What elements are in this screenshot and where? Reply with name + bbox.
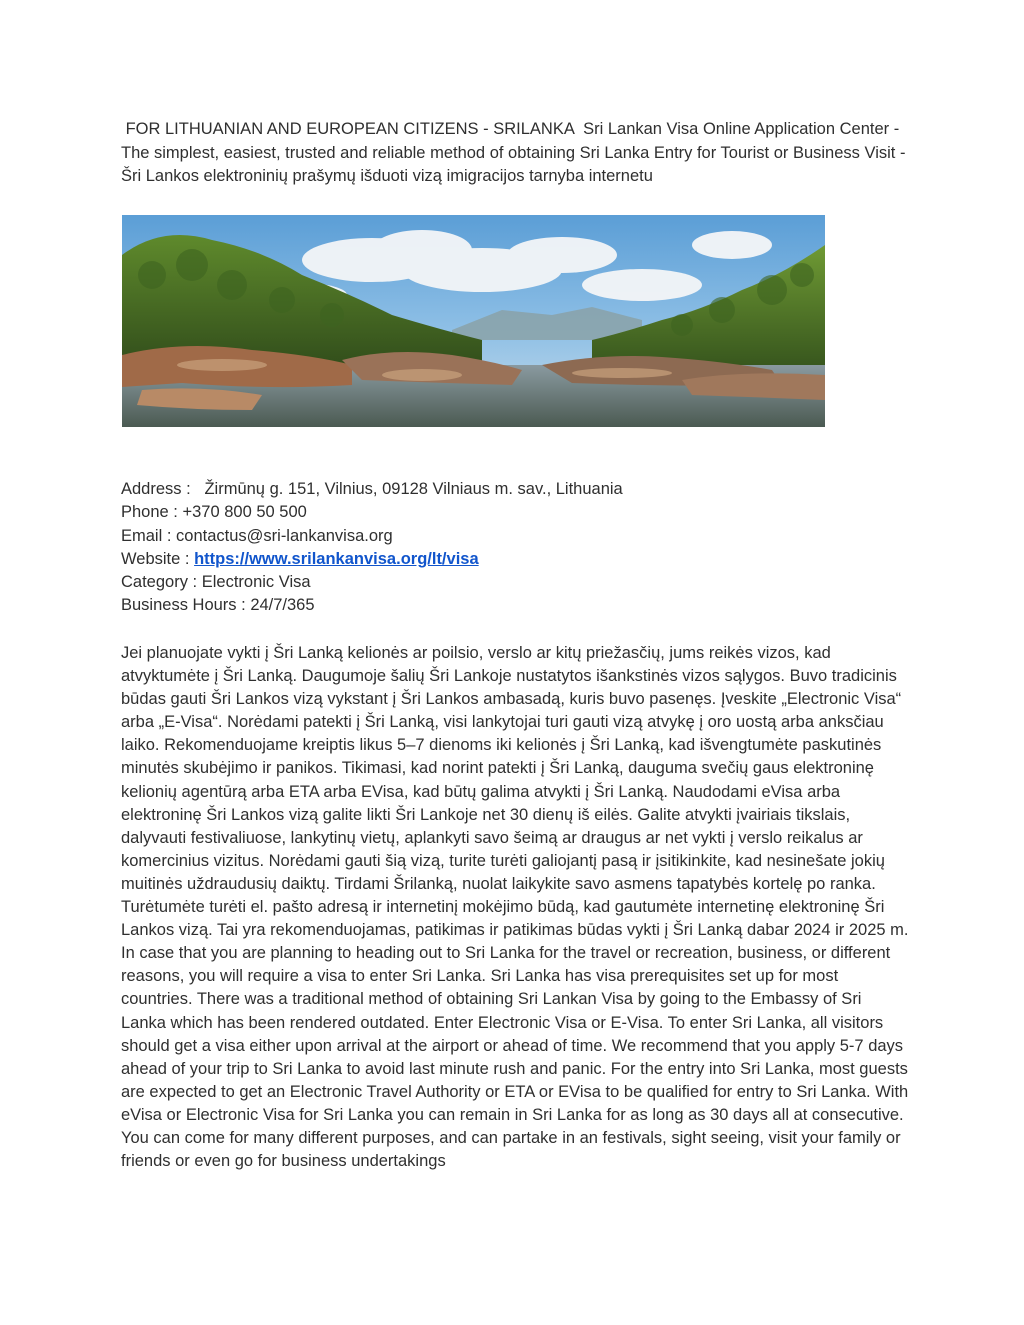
category-row bbox=[121, 571, 623, 594]
document-page bbox=[121, 118, 911, 1171]
website-label: Website : bbox=[121, 549, 190, 568]
email-label: Email : bbox=[121, 526, 172, 545]
website-row bbox=[121, 548, 623, 571]
river-landscape-image bbox=[122, 215, 825, 427]
phone-row bbox=[121, 501, 623, 524]
contact-details bbox=[121, 478, 623, 618]
address-value: Žirmūnų g. 151, Vilnius, 09128 Vilniaus m. sav., Lithuania bbox=[204, 480, 623, 498]
address-row bbox=[121, 478, 623, 501]
email-value: contactus@sri-lankanvisa.org bbox=[176, 526, 393, 545]
body-paragraph: Jei planuojate vykti į Šri Lanką kelionės ar poilsio, verslo ar kitų priežasčių, jums reikės vizos, kad atvyktumėte į Šri Lanką. Daugumoje šalių Šri Lankoje nustatytos išankstinės vizos sąlygos. Buvo tradicinis būdas gauti Šri Lankos vizą vykstant į Šri Lankos ambasadą, kuris buvo pasenęs. Įveskite „Electronic Visa“ arba „E-Visa“. Norėdami patekti į Šri Lanką, visi lankytojai turi gauti vizą atvykę į oro uostą arba anksčiau laiko. Rekomenduojame kreiptis likus 5–7 dienoms iki kelionės į Šri Lanką, kad išvengtumėte paskutinės minutės skubėjimo ir panikos. Tikimasi, kad norint patekti į Šri Lanką, dauguma svečių gaus elektroninę kelionių agentūrą arba ETA arba EVisa, kad būtų galima atvykti į Šri Lanką. Naudodami eVisa arba elektroninę Šri Lankos vizą galite likti Šri Lankoje net 30 dienų iš eilės. Galite atvykti įvairiais tikslais, dalyvauti festivaliuose, lankytinų vietų, aplankyti savo šeimą ar draugus ar net vykti į verslo reikalus ar komercinius vizitus. Norėdami gauti šią vizą, turite turėti galiojantį pasą ir įsitikinkite, kad nesinešate jokių muitinės uždraudusių daiktų. Tirdami Šrilanką, nuolat laikykite savo asmens tapatybės kortelę po ranka. Turėtumėte turėti el. pašto adresą ir internetinį mokėjimo būdą, kad gautumėte internetinę elektroninę Šri Lankos vizą. Tai yra rekomenduojamas, patikimas ir patikimas būdas vykti į Šri Lanką dabar 2024 ir 2025 m. In case that you are planning to heading out to Sri Lanka for the travel or recreation, business, or different reasons, you will require a visa to enter Sri Lanka. Sri Lanka has visa prerequisites set up for most countries. There was a traditional method of obtaining Sri Lankan Visa by going to the Embassy of Sri Lanka which has been rendered outdated. Enter Electronic Visa or E-Visa. To enter Sri Lanka, all visitors should get a visa either upon arrival at the airport or ahead of time. We recommend that you apply 5-7 days ahead of your trip to Sri Lanka to avoid last minute rush and panic. For the entry into Sri Lanka, most guests are expected to get an Electronic Travel Authority or ETA or EVisa to be qualified for entry to Sri Lanka. With eVisa or Electronic Visa for Sri Lanka you can remain in Sri Lanka for as long as 30 days all at consecutive. You can come for many different purposes, and can partake in an festivals, sight seeing, visit your family or friends or even go for business undertakings bbox=[121, 644, 909, 1171]
phone-value: +370 800 50 500 bbox=[182, 503, 307, 522]
category-value: Electronic Visa bbox=[201, 573, 311, 592]
hours-value: 24/7/365 bbox=[250, 596, 315, 615]
email-row bbox=[121, 525, 623, 548]
category-label: Category : bbox=[121, 573, 198, 592]
address-label: Address : bbox=[121, 480, 191, 498]
document-title: FOR LITHUANIAN AND EUROPEAN CITIZENS - SRILANKA Sri Lankan Visa Online Application Center - The simplest, easiest, trusted and reliable method of obtaining Sri Lanka Entry for Tourist or Business Visit - Šri Lankos elektroninių prašymų išduoti vizą imigracijos tarnyba internetu bbox=[121, 120, 911, 185]
hours-label: Business Hours : bbox=[121, 596, 246, 615]
hours-row bbox=[121, 594, 623, 617]
phone-label: Phone : bbox=[121, 503, 178, 522]
website-link[interactable]: https://www.srilankanvisa.org/lt/visa bbox=[194, 549, 479, 568]
